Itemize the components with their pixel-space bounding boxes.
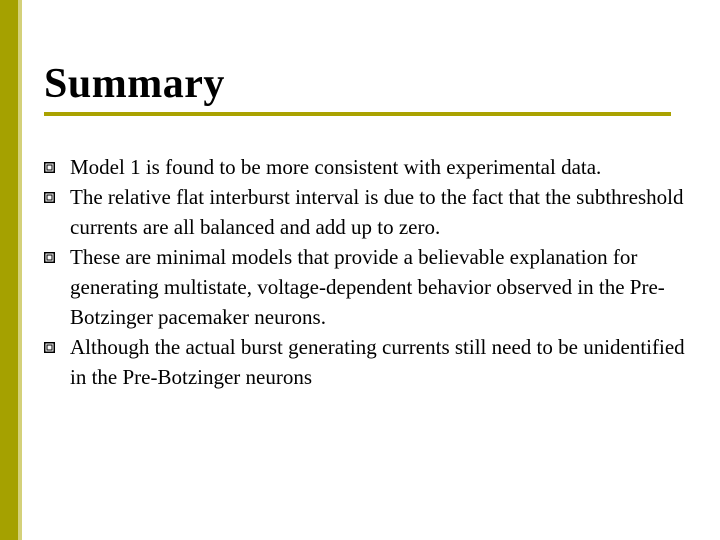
title-underline xyxy=(44,112,671,116)
slide-title: Summary xyxy=(44,61,225,107)
bullet-item xyxy=(44,332,694,392)
bullet-item xyxy=(44,182,694,242)
left-accent-bar xyxy=(0,0,18,540)
hollow-square-bullet-icon xyxy=(44,342,55,353)
bullet-item xyxy=(44,242,694,332)
bullet-text: The relative flat interburst interval is due to the fact that the subthreshold currents are all balanced and add up to zero. xyxy=(70,185,684,239)
hollow-square-bullet-icon xyxy=(44,252,55,263)
bullet-text: These are minimal models that provide a believable explanation for generating multistate, voltage-dependent behavior observed in the Pre-Botzinger pacemaker neurons. xyxy=(70,245,665,329)
bullet-text: Model 1 is found to be more consistent with experimental data. xyxy=(70,155,602,179)
hollow-square-bullet-icon xyxy=(44,162,55,173)
hollow-square-bullet-icon xyxy=(44,192,55,203)
bullet-item xyxy=(44,152,694,182)
left-accent-bar-highlight xyxy=(18,0,22,540)
bullet-text: Although the actual burst generating currents still need to be unidentified in the Pre-Botzinger neurons xyxy=(70,335,685,389)
bullet-list xyxy=(44,152,694,392)
